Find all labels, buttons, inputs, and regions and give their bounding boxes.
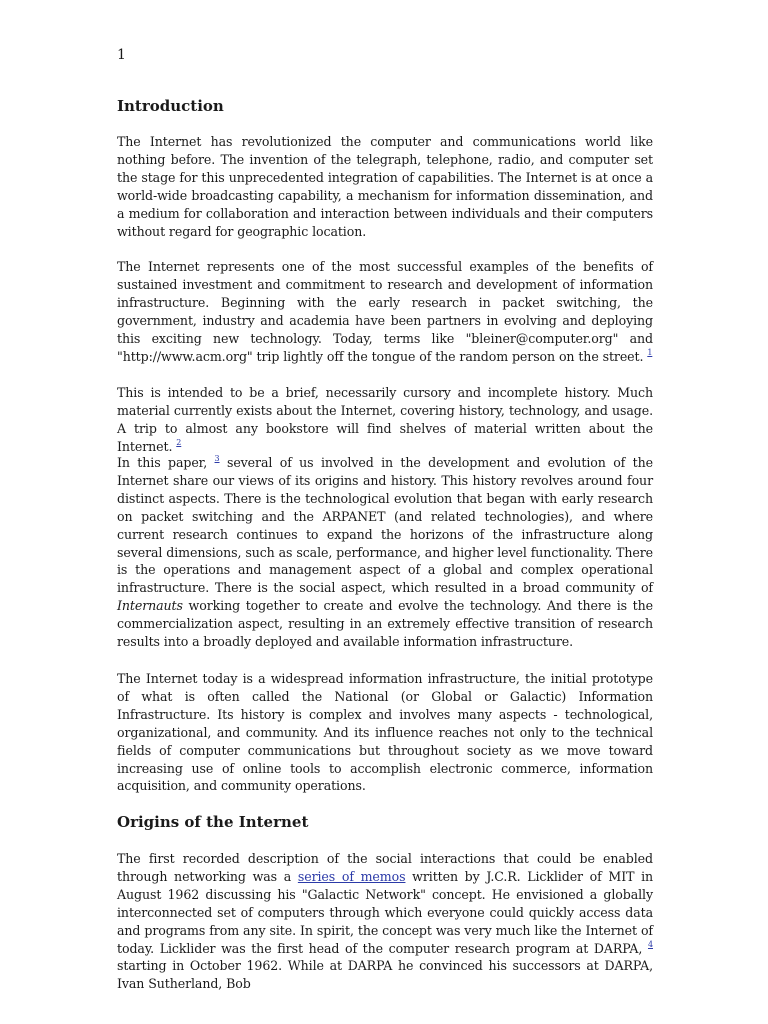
- intro-paragraph-3: [117, 384, 653, 456]
- paragraph-text-mid: several of us involved in the development and evolution of the Internet share our views of its origins and history. This history revolves around four distinct aspects. There is the technological evolution that began with early research on packet switching and the ARPANET (and related technologies), and where current research continues to expand the horizons of the infrastructure along several dimensions, such as scale, performance, and higher level functionality. There is the operations and management aspect of a global and complex operational infrastructure. There is the social aspect, which resulted in a broad community of: [117, 455, 653, 596]
- page-number: 1: [117, 47, 126, 63]
- introduction-heading: Introduction: [117, 97, 224, 115]
- paragraph-text-mid: written by J.C.R. Licklider of MIT in August 1962 discussing his "Galactic Network" concept. He envisioned a globally interconnected set of computers through which everyone could quickly access data and programs from any site. In spirit, the concept was very much like the Internet of today. Licklider was the first head of the computer research program at DARPA,: [117, 868, 654, 956]
- footnote-link-2[interactable]: 2: [176, 437, 182, 447]
- footnote-link-1[interactable]: 1: [647, 347, 653, 357]
- paragraph-text: The Internet today is a widespread information infrastructure, the initial prototype of what is often called the National (or Global or Galactic) Information Infrastructure. Its history is complex and involves many aspects - technological, organizational, and community. And its influence reaches not only to the technical fields of computer communications but throughout society as we move toward increasing use of online tools to accomplish electronic commerce, information acquisition, and community operations.: [117, 671, 653, 794]
- origins-paragraph-1: [117, 850, 653, 993]
- origins-heading: Origins of the Internet: [117, 813, 309, 831]
- footnote-link-4[interactable]: 4: [648, 939, 653, 949]
- series-of-memos-link[interactable]: series of memos: [297, 868, 406, 884]
- paragraph-text-start: The first recorded description of the social interactions that could be enabled through networking was a: [117, 851, 653, 884]
- paragraph-text-end: working together to create and evolve the technology. And there is the commercialization aspect, resulting in an extremely effective transition of research results into a broadly deployed and available information infrastructure.: [117, 598, 654, 650]
- intro-paragraph-4: [117, 454, 653, 651]
- intro-paragraph-1: [117, 133, 653, 240]
- internauts-term: Internauts: [117, 598, 183, 614]
- footnote-link-3[interactable]: 3: [214, 454, 220, 463]
- intro-paragraph-2: [117, 258, 653, 365]
- paragraph-text: This is intended to be a brief, necessarily cursory and incomplete history. Much material currently exists about the Internet, covering history, technology, and usage. A trip to almost any bookstore will find shelves of material written about the Internet.: [117, 385, 653, 454]
- intro-paragraph-5: [117, 670, 653, 795]
- paragraph-text: The Internet has revolutionized the computer and communications world like nothing before. The invention of the telegraph, telephone, radio, and computer set the stage for this unprecedented integration of capabilities. The Internet is at once a world-wide broadcasting capability, a mechanism for information dissemination, and a medium for collaboration and interaction between individuals and their computers without regard for geographic location.: [117, 134, 653, 239]
- paragraph-text-start: In this paper,: [117, 455, 208, 470]
- paragraph-text-end: starting in October 1962. While at DARPA he convinced his successors at DARPA, Ivan Sutherland, Bob: [117, 958, 653, 992]
- paragraph-text: The Internet represents one of the most successful examples of the benefits of sustained investment and commitment to research and development of information infrastructure. Beginning with the early research in packet switching, the government, industry and academia have been partners in evolving and deploying this exciting new technology. Today, terms like "bleiner@computer.org" and "http://www.acm.org" trip lightly off the tongue of the random person on the street.: [117, 259, 653, 364]
